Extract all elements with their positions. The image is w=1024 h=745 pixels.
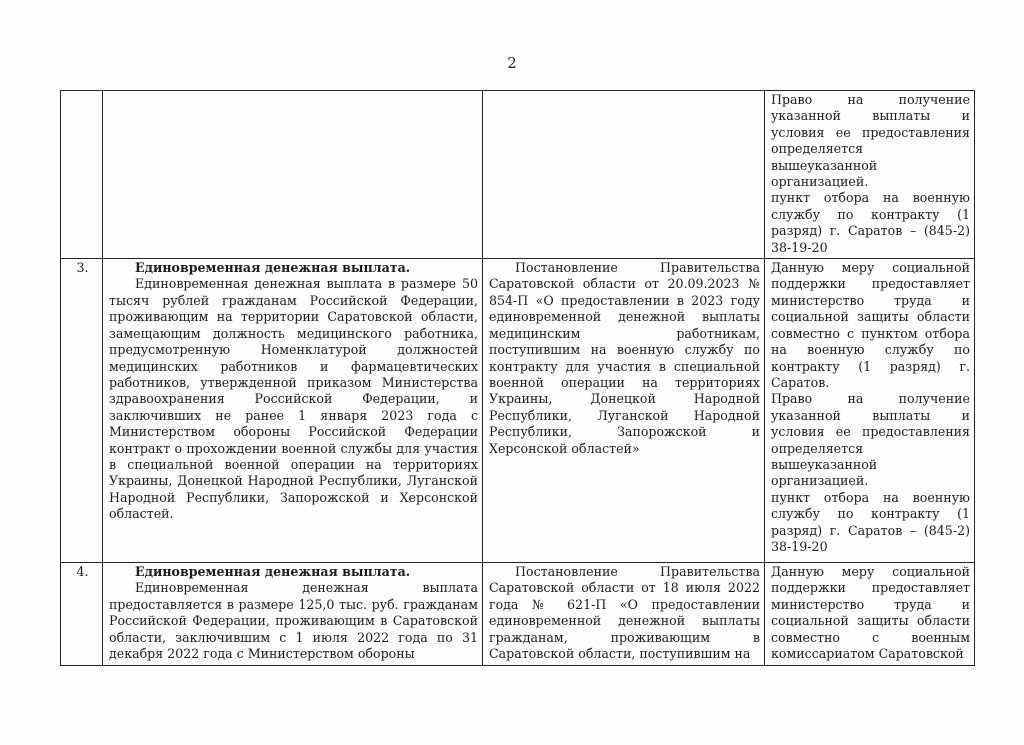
- page-number: 2: [507, 54, 517, 72]
- measure-title: Единовременная денежная выплата.: [135, 260, 411, 276]
- row-number: 3.: [61, 259, 103, 563]
- table-row: [61, 259, 975, 563]
- table-row: [61, 563, 975, 665]
- measure-description-cell: [103, 563, 483, 665]
- measure-title: Единовременная денежная выплата.: [135, 564, 411, 580]
- measures-table: [60, 90, 975, 666]
- row-number: [61, 91, 103, 259]
- contact-info-cell: [765, 563, 975, 665]
- contact-info-cell: [765, 91, 975, 259]
- contact-paragraph: Право на получение указанной выплаты и условия ее предоставления определяется вышеуказанной организацией.: [771, 92, 970, 190]
- measure-text: Единовременная денежная выплата предоставляется в размере 125,0 тыс. руб. гражданам Российской Федерации, проживающим в Саратовской области, заключившим с 1 июля 2022 года по 31 декабря 2022 года с Министерством обороны: [109, 580, 478, 662]
- legal-basis-cell: [483, 91, 765, 259]
- legal-basis-cell: [483, 563, 765, 665]
- contact-paragraph: Данную меру социальной поддержки предоставляет министерство труда и социальной защиты области совместно с пунктом отбора на военную службу по контракту (1 разряд) г. Саратов.: [771, 260, 970, 390]
- measure-description-cell: [103, 259, 483, 563]
- contact-paragraph: пункт отбора на военную службу по контракту (1 разряд) г. Саратов – (845-2) 38-19-20: [771, 190, 970, 255]
- legal-basis-text: Постановление Правительства Саратовской области от 18 июля 2022 года № 621-П «О предоставлении единовременной денежной выплаты гражданам, проживающим в Саратовской области, поступившим на: [489, 564, 760, 662]
- legal-basis-cell: [483, 259, 765, 563]
- row-number: 4.: [61, 563, 103, 665]
- table-row: [61, 91, 975, 259]
- contact-paragraph: Право на получение указанной выплаты и условия ее предоставления определяется вышеуказанной организацией.: [771, 391, 970, 489]
- contact-paragraph: Данную меру социальной поддержки предоставляет министерство труда и социальной защиты области совместно с военным комиссариатом Саратовской: [771, 564, 970, 662]
- measure-text: Единовременная денежная выплата в размере 50 тысяч рублей гражданам Российской Федерации, проживающим на территории Саратовской области, замещающим должность медицинского работника, предусмотренную Номенклатурой должностей медицинских работников и фармацевтических работников, утвержденной приказом Министерства здравоохранения Российской Федерации, и заключивших не ранее 1 января 2023 года с Министерством обороны Российской Федерации контракт о прохождении военной службы для участия в специальной военной операции на территориях Украины, Донецкой Народной Республики, Луганской Народной Республики, Запорожской и Херсонской областей.: [109, 276, 478, 522]
- measure-description-cell: [103, 91, 483, 259]
- legal-basis-text: Постановление Правительства Саратовской области от 20.09.2023 № 854-П «О предоставлении в 2023 году единовременной денежной выплаты медицинским работникам, поступившим на военную службу по контракту для участия в специальной военной операции на территориях Украины, Донецкой Народной Республики, Луганской Народной Республики, Запорожской и Херсонской областей»: [489, 260, 760, 456]
- contact-info-cell: [765, 259, 975, 563]
- contact-paragraph: пункт отбора на военную службу по контракту (1 разряд) г. Саратов – (845-2) 38-19-20: [771, 489, 970, 554]
